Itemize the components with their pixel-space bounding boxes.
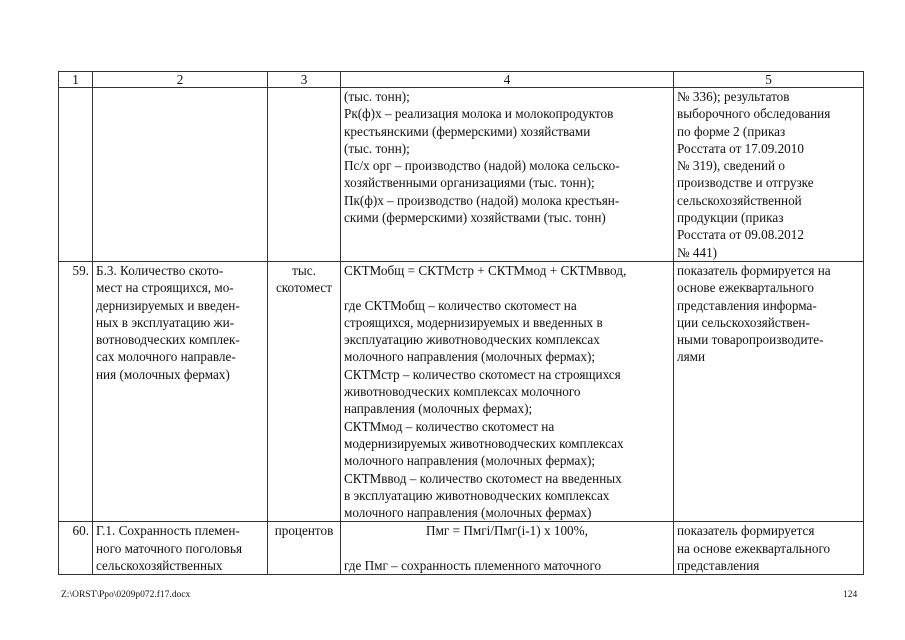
method-line: (тыс. тонн); (344, 89, 410, 104)
source-line: продукции (приказ (677, 210, 784, 226)
source-cell (674, 522, 864, 575)
page-number: 124 (843, 590, 858, 600)
unit-line: тыс. (292, 262, 316, 278)
indicator-line: сельскохозяйственных (96, 558, 223, 574)
method-line: в эксплуатацию животноводческих комплексах (344, 487, 610, 503)
method-line: (тыс. тонн); (344, 140, 410, 156)
footer-file-path: Z:\ORST\Ppo\0209p072.f17.docx (61, 590, 191, 600)
unit-cell (268, 261, 341, 521)
source-line: № 336); результатов (677, 89, 790, 104)
method-line: животноводческих комплексах молочного (344, 384, 581, 400)
formula: СКТМобщ = СКТМстр + СКТМмод + СКТМввод, (344, 262, 627, 278)
source-line: ными товаропроизводите- (677, 332, 824, 348)
source-line: основе ежеквартального (677, 280, 814, 296)
method-line: СКТМмод – количество скотомест на (344, 418, 555, 434)
indicator-line: Г.1. Сохранность племен- (96, 523, 240, 539)
source-line: № 441) (677, 244, 718, 260)
source-line: № 319), сведений о (677, 158, 785, 174)
indicator-line: сах молочного направле- (96, 349, 236, 365)
unit-cell: процентов (268, 522, 341, 575)
unit-cell (268, 88, 341, 262)
row-number-cell: 60. (59, 522, 93, 575)
method-line: молочного направления (молочных фермах) (344, 505, 592, 521)
method-line: Пк(ф)х – производство (надой) молока крестьян- (344, 192, 620, 208)
method-line: СКТМввод – количество скотомест на введенных (344, 470, 622, 486)
method-line: строящихся, модернизируемых и введенных в (344, 314, 603, 330)
indicator-line: Б.3. Количество ското- (96, 262, 224, 278)
header-cell: 5 (674, 72, 864, 88)
source-line: по форме 2 (приказ (677, 123, 786, 139)
source-line: лями (677, 349, 706, 365)
formula: Пмг = Пмгi/Пмг(i-1) х 100%, (426, 523, 588, 539)
unit-line: скотомест (275, 280, 333, 296)
source-line: представления (677, 558, 760, 574)
indicator-line: вотноводческих комплек- (96, 332, 240, 348)
indicator-line: мест на строящихся, мо- (96, 280, 234, 296)
method-line: СКТМстр – количество скотомест на строящихся (344, 366, 621, 382)
source-cell (674, 88, 864, 262)
source-line: Росстата от 09.08.2012 (677, 227, 804, 243)
method-cell (341, 522, 674, 575)
header-cell: 2 (93, 72, 268, 88)
indicator-line: дернизируемых и введен- (96, 297, 240, 313)
source-line: Росстата от 17.09.2010 (677, 140, 804, 156)
method-line: направления (молочных фермах); (344, 401, 533, 417)
source-line: представления информа- (677, 297, 817, 313)
method-line: модернизируемых животноводческих комплексах (344, 435, 624, 451)
row-number-cell: 59. (59, 261, 93, 521)
source-line: показатель формируется на (677, 262, 831, 278)
row-number-cell (59, 88, 93, 262)
table-row (59, 522, 864, 575)
header-cell: 1 (59, 72, 93, 88)
method-line: молочного направления (молочных фермах); (344, 349, 596, 365)
indicator-name-cell (93, 522, 268, 575)
indicator-line: ных в эксплуатацию жи- (96, 314, 235, 330)
spacer (344, 540, 670, 557)
method-line: где СКТМобщ – количество скотомест на (344, 297, 577, 313)
method-line: крестьянскими (фермерскими) хозяйствами (344, 123, 591, 139)
source-line: выборочного обследования (677, 106, 831, 122)
method-line: молочного направления (молочных фермах); (344, 453, 596, 469)
indicator-line: ния (молочных фермах) (96, 366, 230, 382)
spacer (344, 279, 670, 296)
method-line: эксплуатацию животноводческих комплексах (344, 332, 600, 348)
indicator-name-cell (93, 261, 268, 521)
indicator-name-cell (93, 88, 268, 262)
indicator-table (58, 71, 864, 575)
method-line: Рк(ф)х – реализация молока и молокопродуктов (344, 106, 614, 122)
table-header-row (59, 72, 864, 88)
method-line: где Пмг – сохранность племенного маточного (344, 558, 602, 574)
header-cell: 4 (341, 72, 674, 88)
source-cell (674, 261, 864, 521)
method-line: скими (фермерскими) хозяйствами (тыс. тонн) (344, 210, 606, 226)
header-cell: 3 (268, 72, 341, 88)
table-row (59, 261, 864, 521)
method-line: Пс/х орг – производство (надой) молока сельско- (344, 158, 620, 174)
source-line: на основе ежеквартального (677, 540, 831, 556)
method-line: хозяйственными организациями (тыс. тонн); (344, 175, 595, 191)
source-line: сельскохозяйственной (677, 192, 802, 208)
source-line: производстве и отгрузке (677, 175, 814, 191)
table-row (59, 88, 864, 262)
method-cell (341, 261, 674, 521)
source-line: показатель формируется (677, 523, 815, 539)
indicator-line: ного маточного поголовья (96, 540, 243, 556)
source-line: ции сельскохозяйствен- (677, 314, 810, 330)
method-cell (341, 88, 674, 262)
